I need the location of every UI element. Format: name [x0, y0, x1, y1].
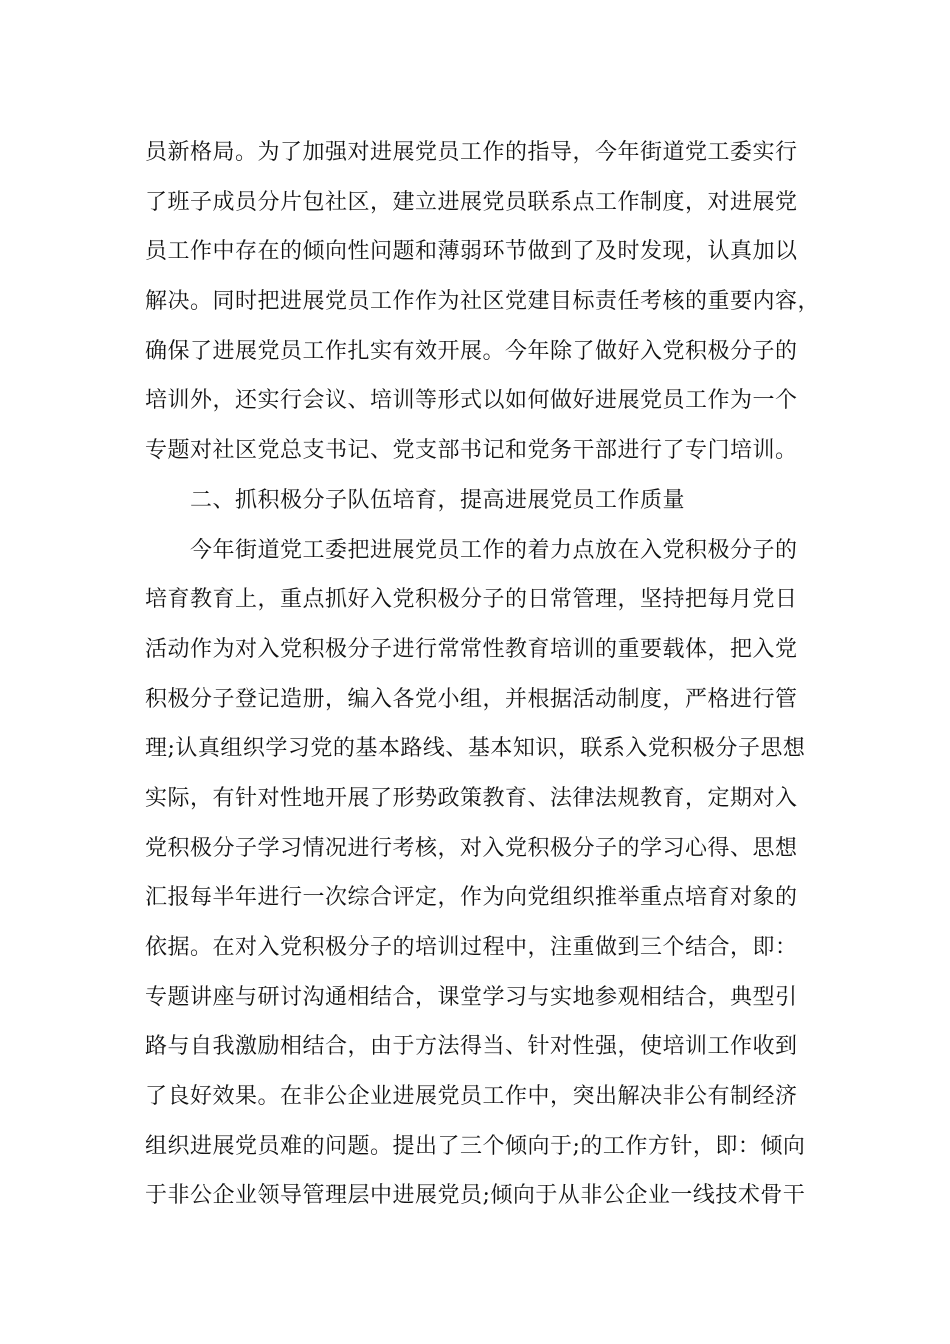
- text-line: 积极分子登记造册，编入各党小组，并根据活动制度，严格进行管: [145, 686, 798, 712]
- text-line: 了班子成员分片包社区，建立进展党员联系点工作制度，对进展党: [145, 189, 798, 215]
- body-text: [145, 128, 825, 1221]
- text-line: 解决。同时把进展党员工作作为社区党建目标责任考核的重要内容，: [145, 289, 821, 315]
- text-line: 活动作为对入党积极分子进行常常性教育培训的重要载体，把入党: [145, 636, 798, 662]
- text-line: 确保了进展党员工作扎实有效开展。今年除了做好入党积极分子的: [145, 338, 798, 364]
- text-line: 路与自我激励相结合，由于方法得当、针对性强，使培训工作收到: [145, 1034, 798, 1060]
- text-line: 了良好效果。在非公企业进展党员工作中，突出解决非公有制经济: [145, 1084, 798, 1110]
- section-heading: 二、抓积极分子队伍培育，提高进展党员工作质量: [190, 487, 686, 513]
- text-line: 汇报每半年进行一次综合评定，作为向党组织推举重点培育对象的: [145, 885, 798, 911]
- text-line: 员新格局。为了加强对进展党员工作的指导，今年街道党工委实行: [145, 140, 798, 165]
- text-line: 实际，有针对性地开展了形势政策教育、法律法规教育，定期对入: [145, 785, 798, 811]
- text-line: 专题对社区党总支书记、党支部书记和党务干部进行了专门培训。: [145, 438, 798, 464]
- text-line: 专题讲座与研讨沟通相结合，课堂学习与实地参观相结合，典型引: [145, 984, 798, 1010]
- text-line: 今年街道党工委把进展党员工作的着力点放在入党积极分子的: [190, 537, 798, 563]
- text-line: 员工作中存在的倾向性问题和薄弱环节做到了及时发现，认真加以: [145, 239, 798, 265]
- text-line: 于非公企业领导管理层中进展党员;倾向于从非公企业一线技术骨干: [145, 1183, 806, 1209]
- text-line: 组织进展党员难的问题。提出了三个倾向于;的工作方针，即：倾向: [145, 1133, 806, 1159]
- text-line: 培育教育上，重点抓好入党积极分子的日常管理，坚持把每月党日: [145, 587, 798, 613]
- text-line: 党积极分子学习情况进行考核，对入党积极分子的学习心得、思想: [145, 835, 798, 861]
- text-line: 理;认真组织学习党的基本路线、基本知识，联系入党积极分子思想: [145, 736, 806, 762]
- text-line: 依据。在对入党积极分子的培训过程中，注重做到三个结合，即：: [145, 935, 798, 960]
- text-line: 培训外，还实行会议、培训等形式以如何做好进展党员工作为一个: [145, 388, 798, 414]
